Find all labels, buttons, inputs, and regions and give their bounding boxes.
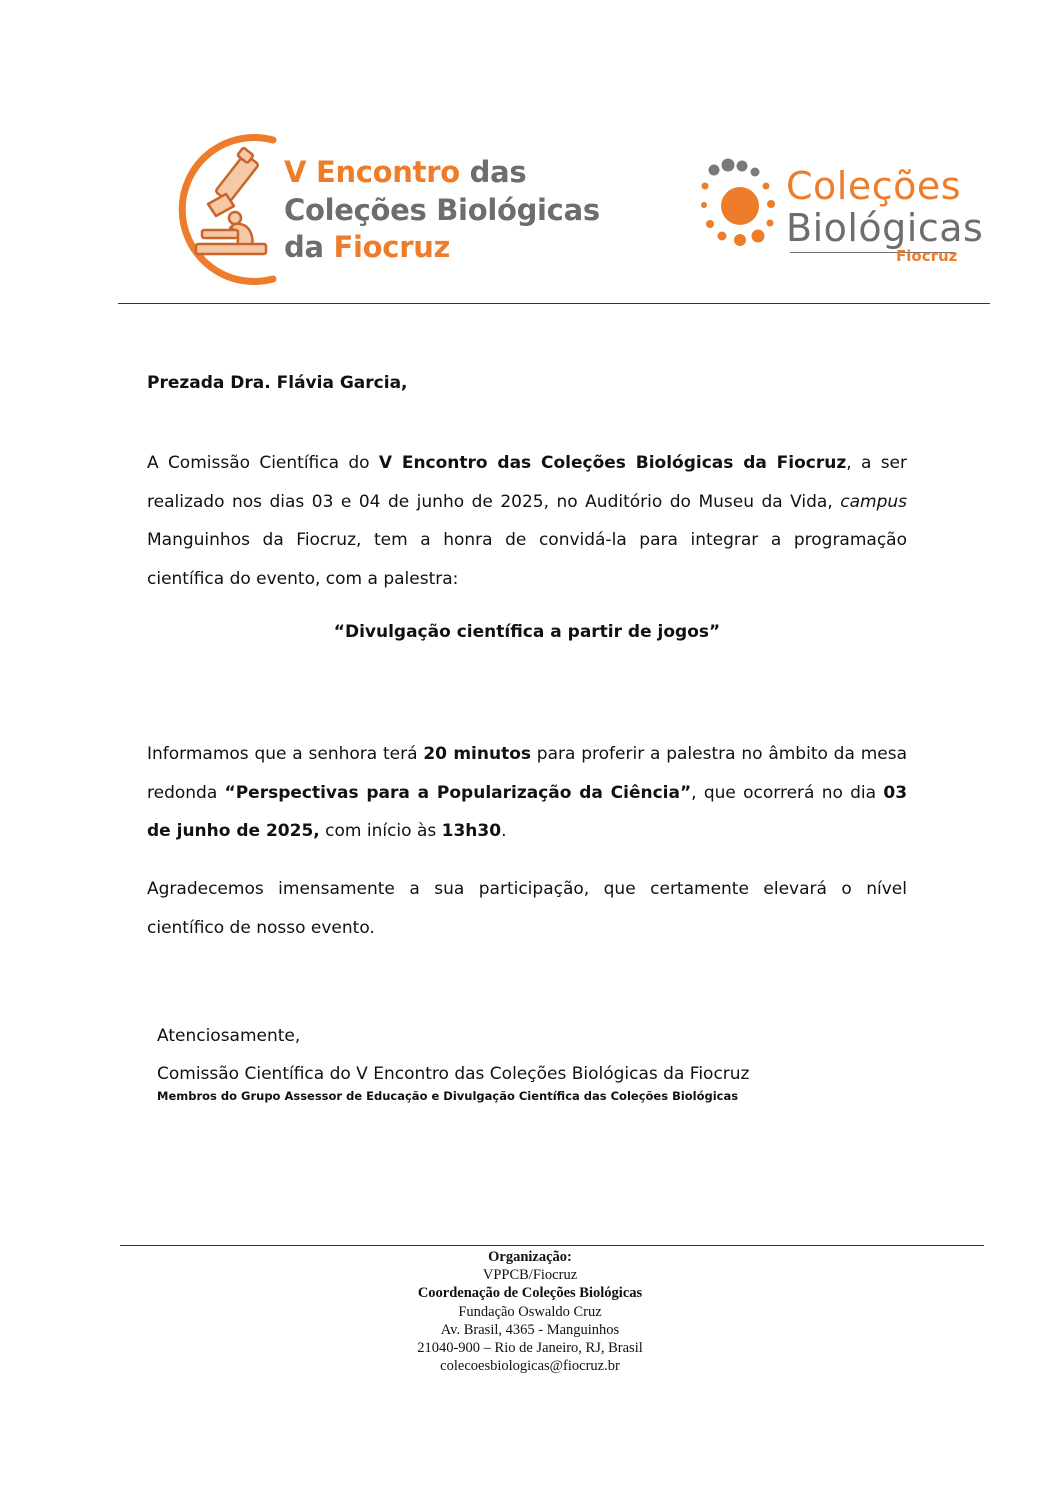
footer (330, 1248, 730, 1375)
paragraph-details: Informamos que a senhora terá 20 minutos para proferir a palestra no âmbito da mesa redonda “Perspectivas para a Popularização da Ciência”, que ocorrerá no dia 03 de junho de 2025, com início às 13h30. (147, 744, 908, 841)
microscope-icon (178, 132, 288, 287)
dots-logo-icon (700, 158, 780, 253)
logo-sub-fiocruz: Fiocruz (896, 247, 958, 265)
signature: Comissão Científica do V Encontro das Coleções Biológicas da Fiocruz (157, 1064, 750, 1084)
header-divider (118, 303, 990, 304)
footer-line: Av. Brasil, 4365 - Manguinhos (440, 1321, 620, 1338)
footer-org-label: Organização: (488, 1249, 572, 1265)
closing: Atenciosamente, (157, 1026, 301, 1046)
footer-line: Fundação Oswaldo Cruz (458, 1303, 602, 1320)
colecoes-biologicas-logo (700, 158, 984, 270)
talk-title: “Divulgação científica a partir de jogos” (333, 622, 721, 642)
paragraph-thanks: Agradecemos imensamente a sua participação, que certamente elevará o nível científico de nosso evento. (147, 879, 907, 938)
logo-word-biologicas: Biológicas (786, 206, 984, 250)
footer-line: 21040-900 – Rio de Janeiro, RJ, Brasil (417, 1340, 643, 1357)
event-logo (178, 132, 608, 287)
event-logo-line3: da Fiocruz (284, 230, 451, 264)
logo-word-colecoes: Coleções (786, 164, 962, 208)
footer-email: colecoesbiologicas@fiocruz.br (440, 1358, 620, 1375)
footer-line: VPPCB/Fiocruz (482, 1267, 578, 1284)
paragraph-invitation: A Comissão Científica do V Encontro das Coleções Biológicas da Fiocruz, a ser realizado nos dias 03 e 04 de junho de 2025, no Auditório do Museu da Vida, campus Manguinhos da Fiocruz, tem a honra de convidá-la para integrar a programação científica do evento, com a palestra: (147, 453, 907, 589)
footer-line: Coordenação de Coleções Biológicas (417, 1285, 643, 1302)
event-logo-line1: V Encontro das (284, 155, 527, 189)
footer-divider (120, 1245, 984, 1246)
greeting: Prezada Dra. Flávia Garcia, (147, 373, 408, 393)
event-logo-line2: Coleções Biológicas (284, 193, 600, 227)
signature-subtitle: Membros do Grupo Assessor de Educação e Divulgação Científica das Coleções Biológicas (157, 1089, 739, 1103)
